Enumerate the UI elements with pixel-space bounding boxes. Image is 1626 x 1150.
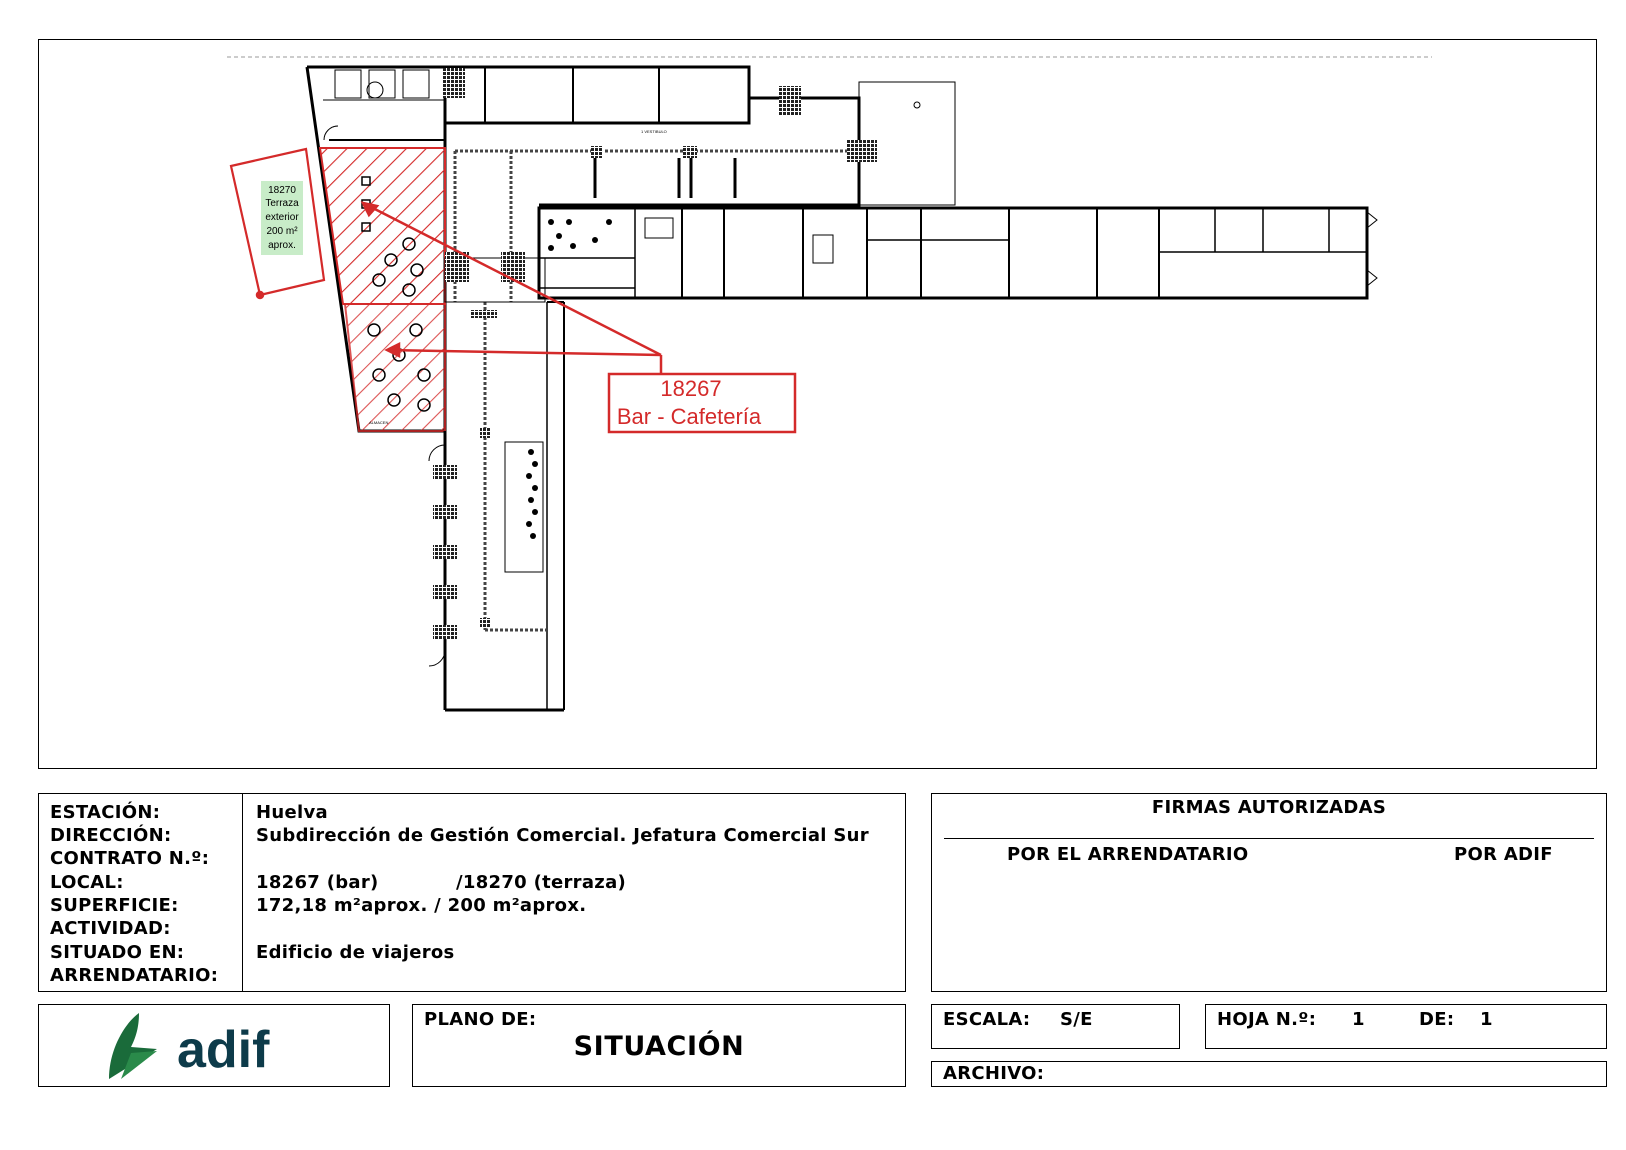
plan-frame xyxy=(38,39,1597,769)
floor-plan xyxy=(39,40,1595,767)
signatures-title: FIRMAS AUTORIZADAS xyxy=(1151,797,1387,818)
signature-arrendatario: POR EL ARRENDATARIO xyxy=(1007,844,1249,865)
room-tag-1: 1 VESTIBULO xyxy=(641,129,667,134)
hoja-label: HOJA N.º: xyxy=(1217,1009,1317,1030)
adif-logo xyxy=(105,1009,345,1083)
label-direccion: DIRECCIÓN: xyxy=(50,825,172,846)
signatures-divider xyxy=(944,838,1594,839)
bar-zone xyxy=(320,148,445,304)
svg-text:Terraza: Terraza xyxy=(265,198,299,209)
escala-box xyxy=(931,1004,1180,1049)
info-box xyxy=(38,793,906,992)
svg-text:18270: 18270 xyxy=(268,185,296,196)
room-tag-2: ALMACEN xyxy=(369,420,389,425)
value-situado: Edificio de viajeros xyxy=(256,942,455,963)
value-direccion: Subdirección de Gestión Comercial. Jefatura Comercial Sur xyxy=(256,825,869,846)
label-arrendatario: ARRENDATARIO: xyxy=(50,965,219,986)
plano-box xyxy=(412,1004,906,1087)
value-local-bar: 18267 (bar) xyxy=(256,872,379,893)
plano-value: SITUACIÓN xyxy=(573,1031,745,1062)
svg-text:exterior: exterior xyxy=(265,212,299,223)
logo-box xyxy=(38,1004,390,1087)
logo-text: adif xyxy=(177,1021,270,1079)
east-wing xyxy=(539,208,1377,298)
value-local-terraza: /18270 (terraza) xyxy=(456,872,627,893)
value-estacion: Huelva xyxy=(256,802,328,823)
label-estacion: ESTACIÓN: xyxy=(50,802,161,823)
de-label: DE: xyxy=(1419,1009,1455,1030)
bar-label-number: 18267 xyxy=(660,376,722,401)
label-actividad: ACTIVIDAD: xyxy=(50,918,171,939)
svg-text:aprox.: aprox. xyxy=(268,240,296,251)
escala-label: ESCALA: xyxy=(943,1009,1031,1030)
label-situado: SITUADO EN: xyxy=(50,942,185,963)
svg-text:200 m²: 200 m² xyxy=(266,226,298,237)
escala-value: S/E xyxy=(1060,1009,1093,1030)
south-wing xyxy=(429,302,564,710)
archivo-label: ARCHIVO: xyxy=(943,1063,1045,1084)
bar-label-name: Bar - Cafetería xyxy=(616,404,762,429)
plano-label: PLANO DE: xyxy=(424,1009,537,1030)
hoja-box xyxy=(1205,1004,1607,1049)
label-local: LOCAL: xyxy=(50,872,124,893)
de-value: 1 xyxy=(1480,1009,1493,1030)
archivo-box xyxy=(931,1061,1607,1087)
hoja-value: 1 xyxy=(1352,1009,1365,1030)
signatures-box xyxy=(931,793,1607,992)
label-contrato: CONTRATO N.º: xyxy=(50,848,210,869)
terrace-label xyxy=(265,185,299,251)
value-superficie: 172,18 m²aprox. / 200 m²aprox. xyxy=(256,895,587,916)
north-block xyxy=(443,67,955,302)
signature-adif: POR ADIF xyxy=(1454,844,1553,865)
label-superficie: SUPERFICIE: xyxy=(50,895,179,916)
info-divider xyxy=(242,794,243,991)
terrace-zone xyxy=(345,304,445,431)
